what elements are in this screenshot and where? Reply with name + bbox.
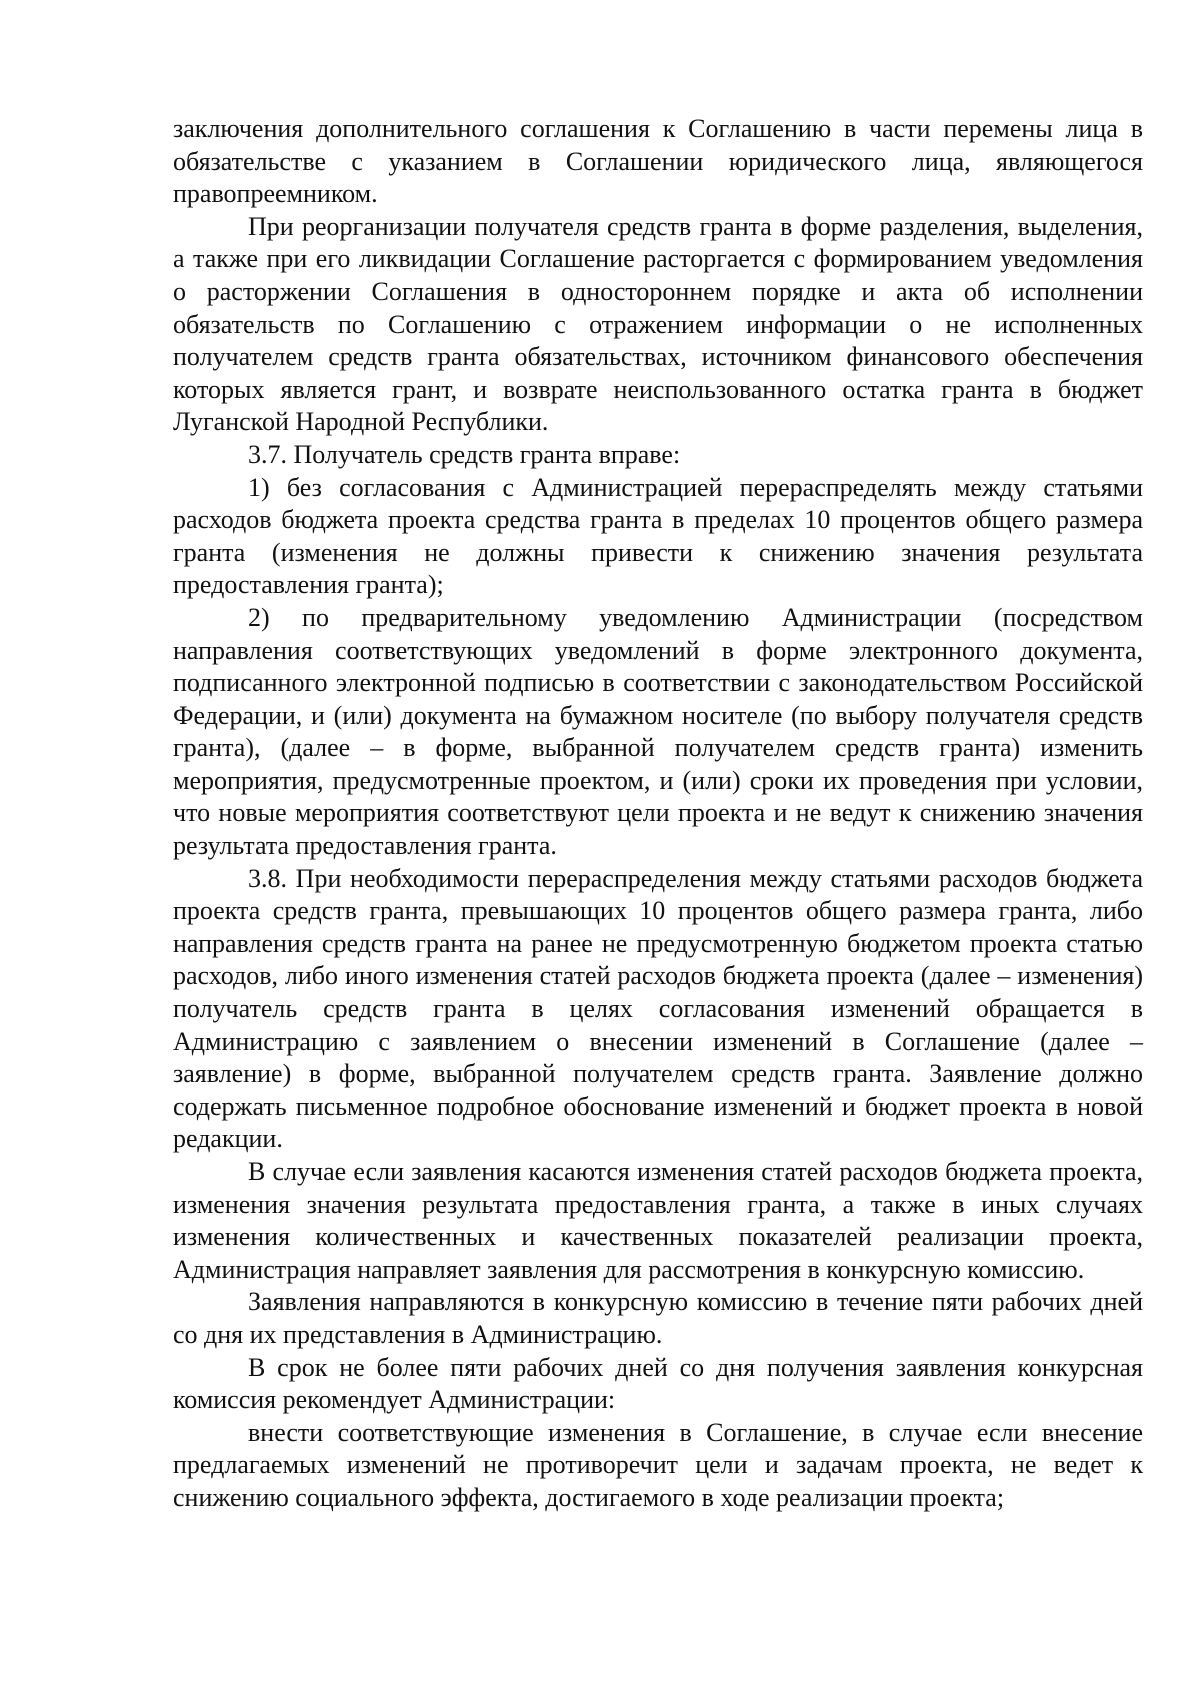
paragraph-applications-deadline: Заявления направляются в конкурсную комиссию в течение пяти рабочих дней со дня их представления в Администрацию. (173, 1287, 1143, 1349)
clause-3-7-heading: 3.7. Получатель средств гранта вправе: (248, 439, 681, 469)
paragraph-commission-recommends: В срок не более пяти рабочих дней со дня получения заявления конкурсная комиссия рекомендует Администрации: (173, 1352, 1143, 1415)
document-page (173, 113, 1143, 1515)
clause-3-7-item-2: 2) по предварительному уведомлению Администрации (посредством направления соответствующих уведомлений в форме электронного документа, подписанного электронной подписью в соответствии с законодательством Российской Федерации, и (или) документа на бумажном носителе (по выбору получателя средств гранта), (далее – в форме, выбранной получателем средств гранта) изменить мероприятия, предусмотренные проектом, и (или) сроки их проведения при условии, что новые мероприятия соответствуют цели проекта и не ведут к снижению значения результата предоставления гранта. (173, 602, 1143, 861)
paragraph-applications-commission: В случае если заявления касаются изменения статей расходов бюджета проекта, изменения значения результата предоставления гранта, а также в иных случаях изменения количественных и качественных показателей реализации проекта, Администрация направляет заявления для рассмотрения в конкурсную комиссию. (173, 1157, 1143, 1284)
paragraph-reorganization: При реорганизации получателя средств гранта в форме разделения, выделения, а также при его ликвидации Соглашение расторгается с формированием уведомления о расторжении Соглашения в одностороннем порядке и акта об исполнении обязательств по Соглашению с отражением информации о не исполненных получателем средств гранта обязательствах, источником финансового обеспечения которых является грант, и возврате неиспользованного остатка гранта в бюджет Луганской Народной Республики. (173, 211, 1143, 437)
paragraph-make-changes: внести соответствующие изменения в Соглашение, в случае если внесение предлагаемых изменений не противоречит цели и задачам проекта, не ведет к снижению социального эффекта, достигаемого в ходе реализации проекта; (173, 1417, 1143, 1512)
paragraph-continuation: заключения дополнительного соглашения к Соглашению в части перемены лица в обязательстве с указанием в Соглашении юридического лица, являющегося правопреемником. (173, 114, 1143, 209)
clause-3-7-item-1: 1) без согласования с Администрацией перераспределять между статьями расходов бюджета проекта средства гранта в пределах 10 процентов общего размера гранта (изменения не должны привести к снижению значения результата предоставления гранта); (173, 472, 1143, 600)
clause-3-8: 3.8. При необходимости перераспределения между статьями расходов бюджета проекта средств гранта, превышающих 10 процентов общего размера гранта, либо направления средств гранта на ранее не предусмотренную бюджетом проекта статью расходов, либо иного изменения статей расходов бюджета проекта (далее – изменения) получатель средств гранта в целях согласования изменений обращается в Администрацию с заявлением о внесении изменений в Соглашение (далее – заявление) в форме, выбранной получателем средств гранта. Заявление должно содержать письменное подробное обоснование изменений и бюджет проекта в новой редакции. (173, 863, 1143, 1154)
